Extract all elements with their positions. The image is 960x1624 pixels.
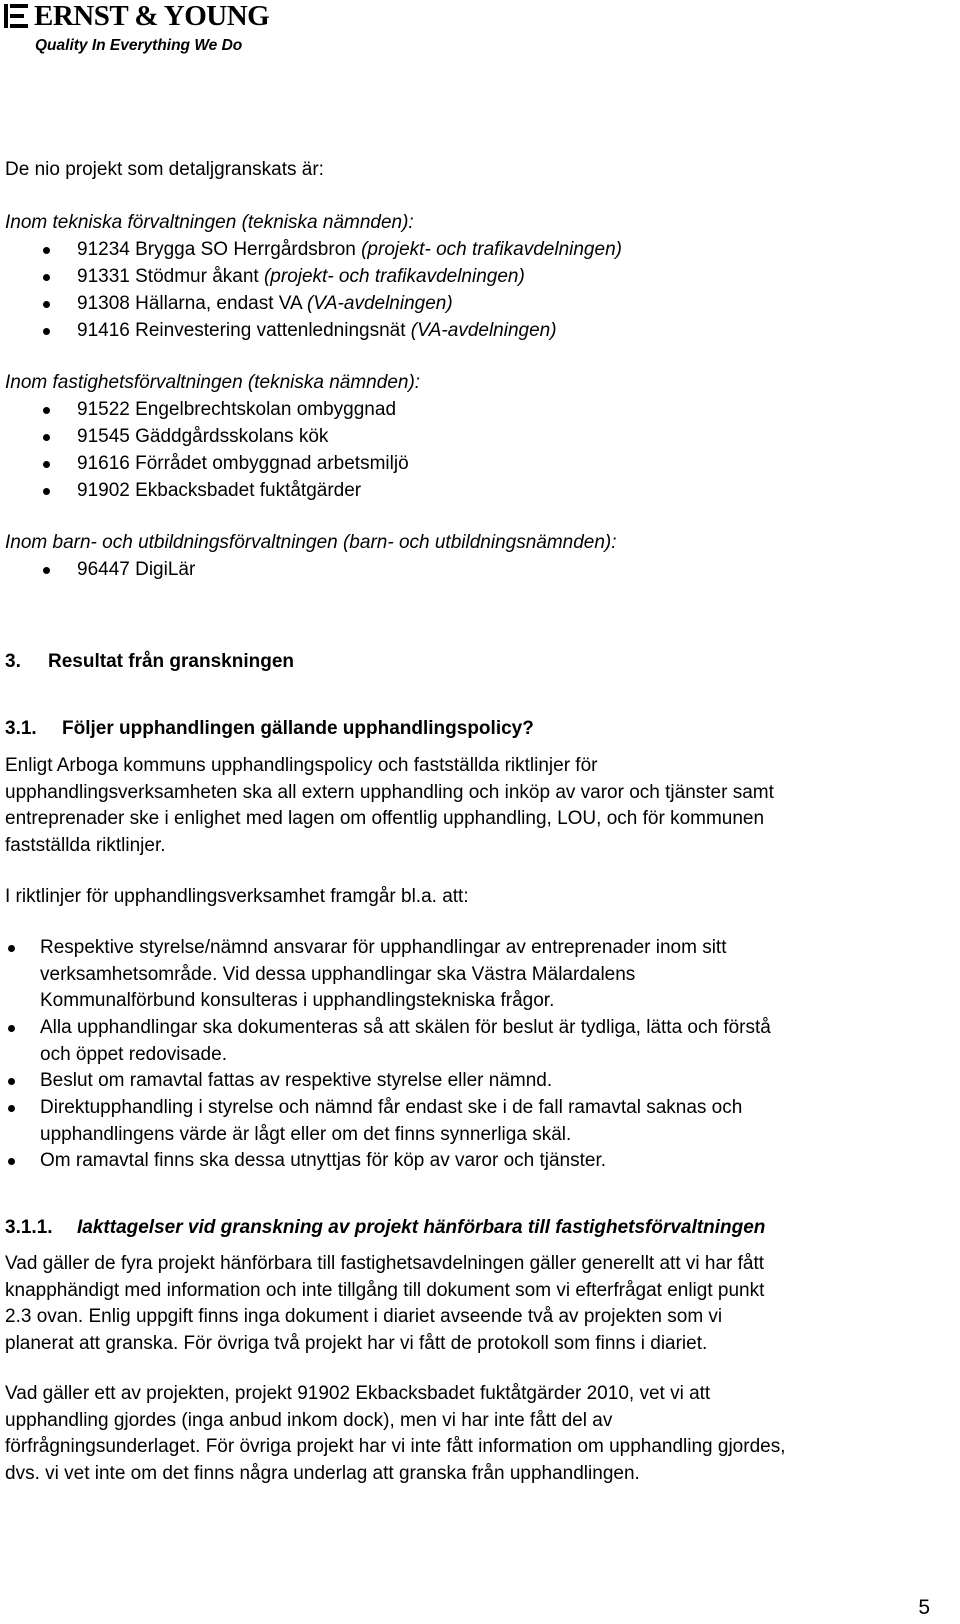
- paragraph-line: 2.3 ovan. Enlig uppgift finns inga dokument i diariet avseende två av projekten som vi: [5, 1306, 723, 1327]
- project-item: [77, 291, 453, 317]
- paragraph-line: upphandlingsverksamheten ska all extern upphandling och inköp av varor och tjänster samt: [5, 781, 774, 803]
- project-item: [77, 237, 622, 263]
- group-heading: Inom tekniska förvaltningen (tekniska nämnden):: [5, 212, 414, 233]
- rule-line: Direktupphandling i styrelse och nämnd får endast ske i de fall ramavtal saknas och: [40, 1097, 743, 1118]
- project-item: [77, 478, 361, 504]
- bullet-dot: [8, 1025, 15, 1032]
- project-department: (projekt- och trafikavdelningen): [361, 239, 622, 260]
- project-item: [77, 424, 328, 450]
- bullet-dot: [43, 247, 50, 254]
- section-title: Följer upphandlingen gällande upphandlingspolicy?: [62, 718, 534, 739]
- section-number: 3.1.: [5, 718, 37, 739]
- bullet-dot: [43, 328, 50, 335]
- section-title: Iakttagelser vid granskning av projekt hänförbara till fastighetsförvaltningen: [77, 1217, 766, 1238]
- project-name: 96447 DigiLär: [77, 559, 196, 580]
- rule-line: Kommunalförbund konsulteras i upphandlingstekniska frågor.: [40, 990, 555, 1011]
- bullet-dot: [43, 274, 50, 281]
- paragraph-line: dvs. vi vet inte om det finns några underlag att granska från upphandlingen.: [5, 1462, 640, 1484]
- paragraph-line: knapphändigt med information och inte tillgång till dokument som vi efterfrågat enligt punkt: [5, 1279, 765, 1301]
- rule-line: Beslut om ramavtal fattas av respektive styrelse eller nämnd.: [40, 1070, 553, 1091]
- rule-line: Respektive styrelse/nämnd ansvarar för upphandlingar av entreprenader inom sitt: [40, 937, 727, 958]
- project-name: 91522 Engelbrechtskolan ombyggnad: [77, 399, 397, 420]
- paragraph-line: upphandling gjordes (inga anbud inkom dock), men vi har inte fått del av: [5, 1409, 613, 1431]
- bullet-dot: [8, 1105, 15, 1112]
- project-name: 91416 Reinvestering vattenledningsnät: [77, 320, 406, 341]
- bullet-dot: [43, 567, 50, 574]
- rule-line: och öppet redovisade.: [40, 1043, 227, 1065]
- paragraph-line: entreprenader ske i enlighet med lagen om offentlig upphandling, LOU, och för kommunen: [5, 808, 765, 829]
- paragraph-line: Vad gäller ett av projekten, projekt 91902 Ekbacksbadet fuktåtgärder 2010, vet vi att: [5, 1383, 711, 1404]
- project-department: (VA-avdelningen): [306, 293, 453, 314]
- group-heading: Inom fastighetsförvaltningen (tekniska nämnden):: [5, 372, 421, 393]
- bullet-dot: [8, 945, 15, 952]
- page-number: 5: [918, 1596, 930, 1619]
- bullet-dot: [43, 461, 50, 468]
- project-name: 91308 Hällarna, endast VA: [77, 293, 302, 314]
- project-item: [77, 451, 409, 477]
- bullet-dot: [43, 407, 50, 414]
- project-name: 91331 Stödmur åkant: [77, 266, 259, 287]
- ey-logo-icon: [4, 4, 30, 28]
- project-department: (projekt- och trafikavdelningen): [263, 266, 525, 287]
- group-heading: Inom barn- och utbildningsförvaltningen (barn- och utbildningsnämnden):: [5, 532, 617, 553]
- project-item: [77, 397, 396, 423]
- rule-line: Om ramavtal finns ska dessa utnyttjas för köp av varor och tjänster.: [40, 1150, 607, 1171]
- logo-tagline: Quality In Everything We Do: [35, 37, 243, 54]
- rule-line: verksamhetsområde. Vid dessa upphandlingar ska Västra Mälardalens: [40, 963, 636, 985]
- section-title: Resultat från granskningen: [48, 651, 294, 672]
- intro-text: De nio projekt som detaljgranskats är:: [5, 159, 324, 180]
- paragraph-line: I riktlinjer för upphandlingsverksamhet framgår bl.a. att:: [5, 886, 469, 907]
- section-number: 3.1.1.: [5, 1217, 53, 1238]
- section-number: 3.: [5, 651, 21, 672]
- rule-line: Alla upphandlingar ska dokumenteras så att skälen för beslut är tydliga, lätta och förstå: [40, 1017, 771, 1038]
- paragraph-line: Vad gäller de fyra projekt hänförbara till fastighetsavdelningen gäller generellt att vi har fått: [5, 1253, 765, 1274]
- bullet-dot: [8, 1078, 15, 1085]
- project-name: 91545 Gäddgårdsskolans kök: [77, 426, 329, 447]
- project-name: 91902 Ekbacksbadet fuktåtgärder: [77, 480, 362, 501]
- paragraph-line: Enligt Arboga kommuns upphandlingspolicy och fastställda riktlinjer för: [5, 755, 598, 776]
- bullet-dot: [43, 301, 50, 308]
- bullet-dot: [43, 434, 50, 441]
- company-logo: [4, 0, 270, 60]
- logo-name: ERNST & YOUNG: [34, 0, 270, 32]
- project-name: 91234 Brygga SO Herrgårdsbron: [77, 239, 356, 260]
- bullet-dot: [43, 488, 50, 495]
- project-item: [77, 557, 195, 583]
- project-name: 91616 Förrådet ombyggnad arbetsmiljö: [77, 453, 409, 474]
- bullet-dot: [8, 1158, 15, 1165]
- paragraph-line: fastställda riktlinjer.: [5, 834, 166, 856]
- project-item: [77, 264, 525, 290]
- rule-line: upphandlingens värde är lågt eller om det finns synnerliga skäl.: [40, 1123, 572, 1145]
- project-department: (VA-avdelningen): [410, 320, 557, 341]
- paragraph-line: förfrågningsunderlaget. För övriga projekt har vi inte fått information om upphandling gjordes,: [5, 1436, 786, 1457]
- project-item: [77, 318, 557, 344]
- paragraph-line: planerat att granska. För övriga två projekt har vi fått de protokoll som finns i diariet.: [5, 1332, 708, 1354]
